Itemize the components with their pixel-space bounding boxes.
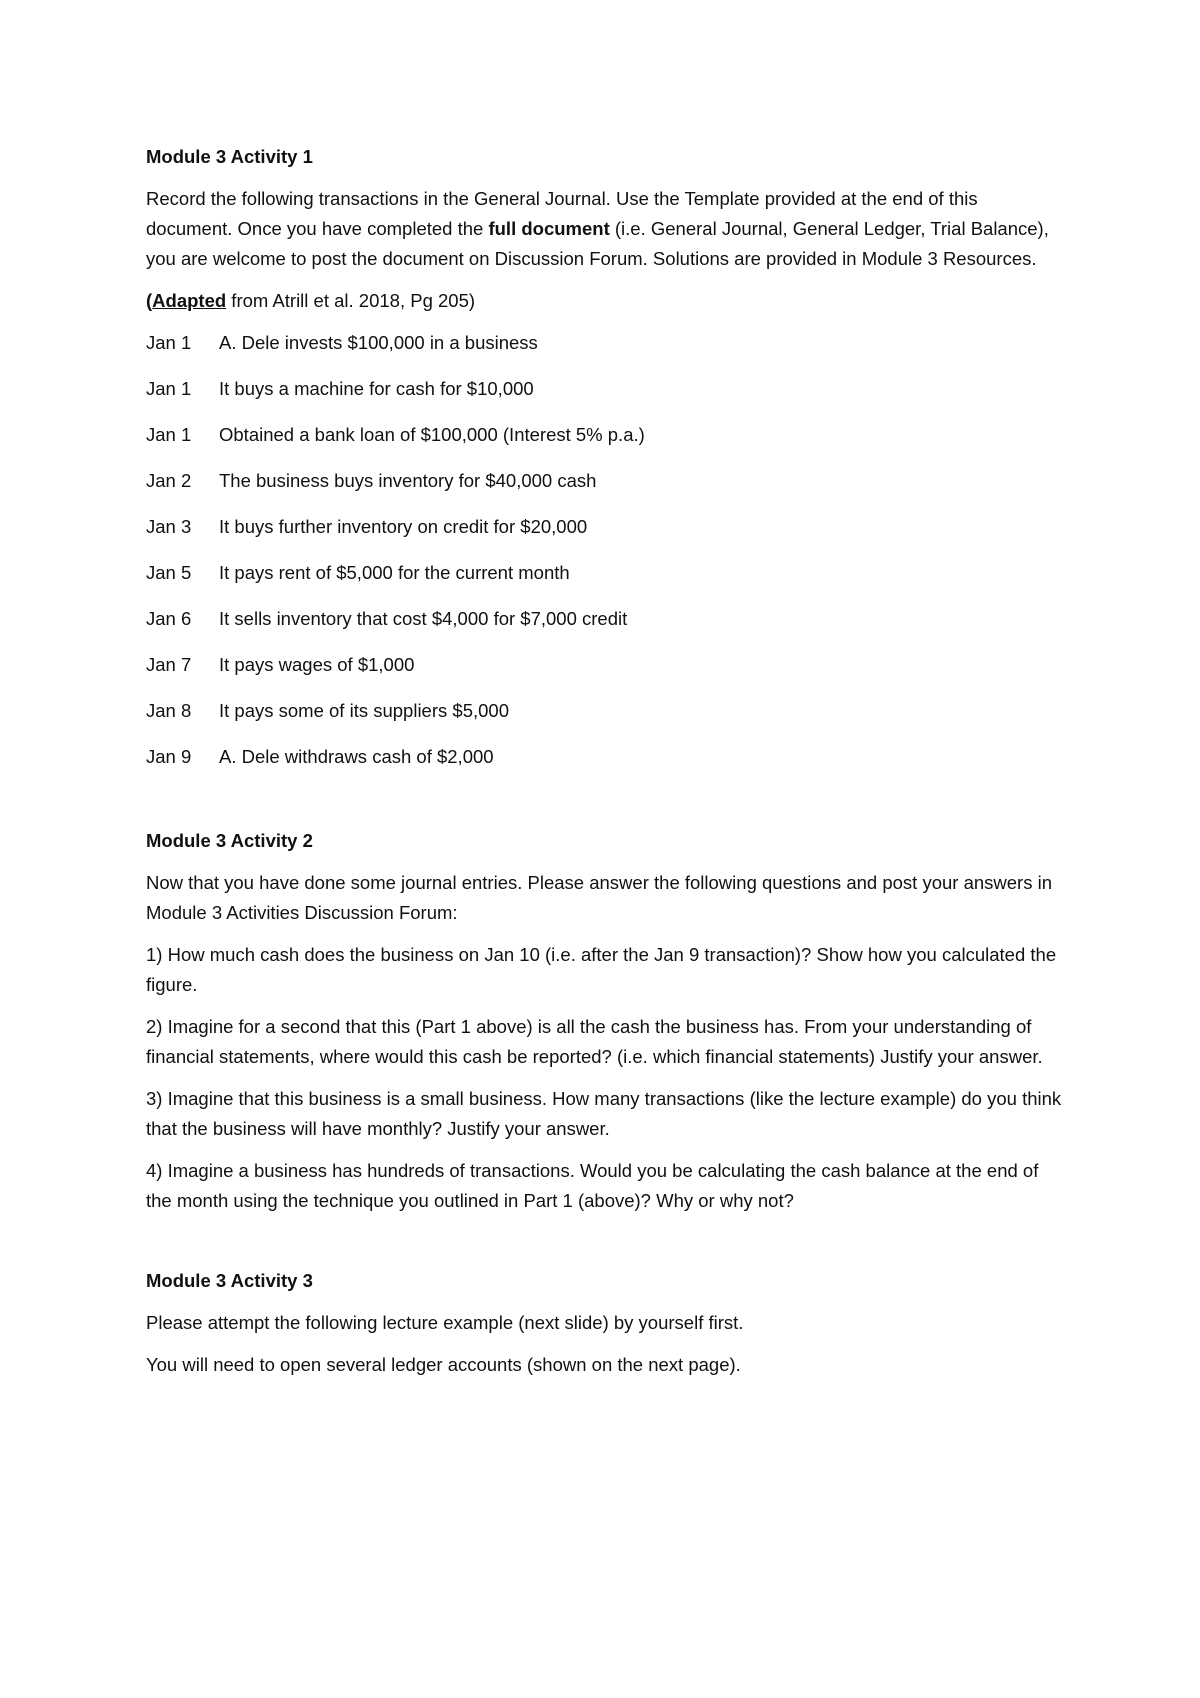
activity2-question-3: 3) Imagine that this business is a small business. How many transactions (like the lecture example) do you think that the business will have monthly? Justify your answer. <box>146 1088 1062 1139</box>
transaction-date: Jan 1 <box>146 424 192 445</box>
transaction-date: Jan 8 <box>146 700 192 721</box>
transaction-row <box>146 512 1066 542</box>
document-page <box>146 142 1066 1392</box>
transaction-text: It sells inventory that cost $4,000 for $7,000 credit <box>219 608 628 629</box>
section-spacer <box>146 1228 1066 1266</box>
transaction-row <box>146 466 1066 496</box>
activity3-title: Module 3 Activity 3 <box>146 1270 313 1291</box>
transaction-row <box>146 604 1066 634</box>
transaction-row <box>146 558 1066 588</box>
transaction-text: It pays rent of $5,000 for the current month <box>219 562 570 583</box>
transaction-date: Jan 5 <box>146 562 192 583</box>
transaction-text: A. Dele withdraws cash of $2,000 <box>219 746 494 767</box>
transaction-text: It pays some of its suppliers $5,000 <box>219 700 509 721</box>
transaction-row <box>146 742 1066 772</box>
transaction-row <box>146 420 1066 450</box>
activity2-intro: Now that you have done some journal entries. Please answer the following questions and post your answers in Module 3 Activities Discussion Forum: <box>146 872 1052 923</box>
activity3-line-1: Please attempt the following lecture example (next slide) by yourself first. <box>146 1312 744 1333</box>
transaction-date: Jan 6 <box>146 608 192 629</box>
transaction-date: Jan 1 <box>146 378 192 399</box>
activity1-intro-post: (i.e. General Journal, General Ledger, Trial Balance), you are welcome to post the document on Discussion Forum. Solutions are provided in Module 3 Resources. <box>146 218 1049 269</box>
section-spacer <box>146 788 1066 826</box>
transaction-text: A. Dele invests $100,000 in a business <box>219 332 538 353</box>
activity1-intro <box>146 184 1066 274</box>
source-citation: from Atrill et al. 2018, Pg 205) <box>226 290 476 311</box>
transaction-row <box>146 328 1066 358</box>
activity2-question-2: 2) Imagine for a second that this (Part 1 above) is all the cash the business has. From your understanding of financial statements, where would this cash be reported? (i.e. which financial statements) Justify your answer. <box>146 1016 1043 1067</box>
transaction-text: Obtained a bank loan of $100,000 (Interest 5% p.a.) <box>219 424 645 445</box>
activity1-intro-bold: full document <box>488 218 610 239</box>
transaction-row <box>146 650 1066 680</box>
transaction-date: Jan 9 <box>146 746 192 767</box>
activity1-title: Module 3 Activity 1 <box>146 146 313 167</box>
activity2-title: Module 3 Activity 2 <box>146 830 313 851</box>
activity1-source <box>146 286 1066 316</box>
source-open-paren: ( <box>146 290 153 311</box>
source-adapted-label: Adapted <box>152 290 227 311</box>
transaction-date: Jan 3 <box>146 516 192 537</box>
transaction-text: The business buys inventory for $40,000 cash <box>219 470 597 491</box>
transaction-date: Jan 1 <box>146 332 192 353</box>
transaction-row <box>146 696 1066 726</box>
activity1-intro-pre: Record the following transactions in the General Journal. Use the Template provided at the end of this document. Once you have completed the <box>146 188 978 239</box>
transaction-date: Jan 2 <box>146 470 192 491</box>
transaction-row <box>146 374 1066 404</box>
transaction-date: Jan 7 <box>146 654 192 675</box>
activity2-question-1: 1) How much cash does the business on Jan 10 (i.e. after the Jan 9 transaction)? Show how you calculated the figure. <box>146 944 1057 995</box>
activity3-line-2: You will need to open several ledger accounts (shown on the next page). <box>146 1354 741 1375</box>
activity2-question-4: 4) Imagine a business has hundreds of transactions. Would you be calculating the cash balance at the end of the month using the technique you outlined in Part 1 (above)? Why or why not? <box>146 1160 1039 1211</box>
transaction-text: It buys a machine for cash for $10,000 <box>219 378 534 399</box>
transaction-text: It pays wages of $1,000 <box>219 654 415 675</box>
transaction-text: It buys further inventory on credit for $20,000 <box>219 516 588 537</box>
